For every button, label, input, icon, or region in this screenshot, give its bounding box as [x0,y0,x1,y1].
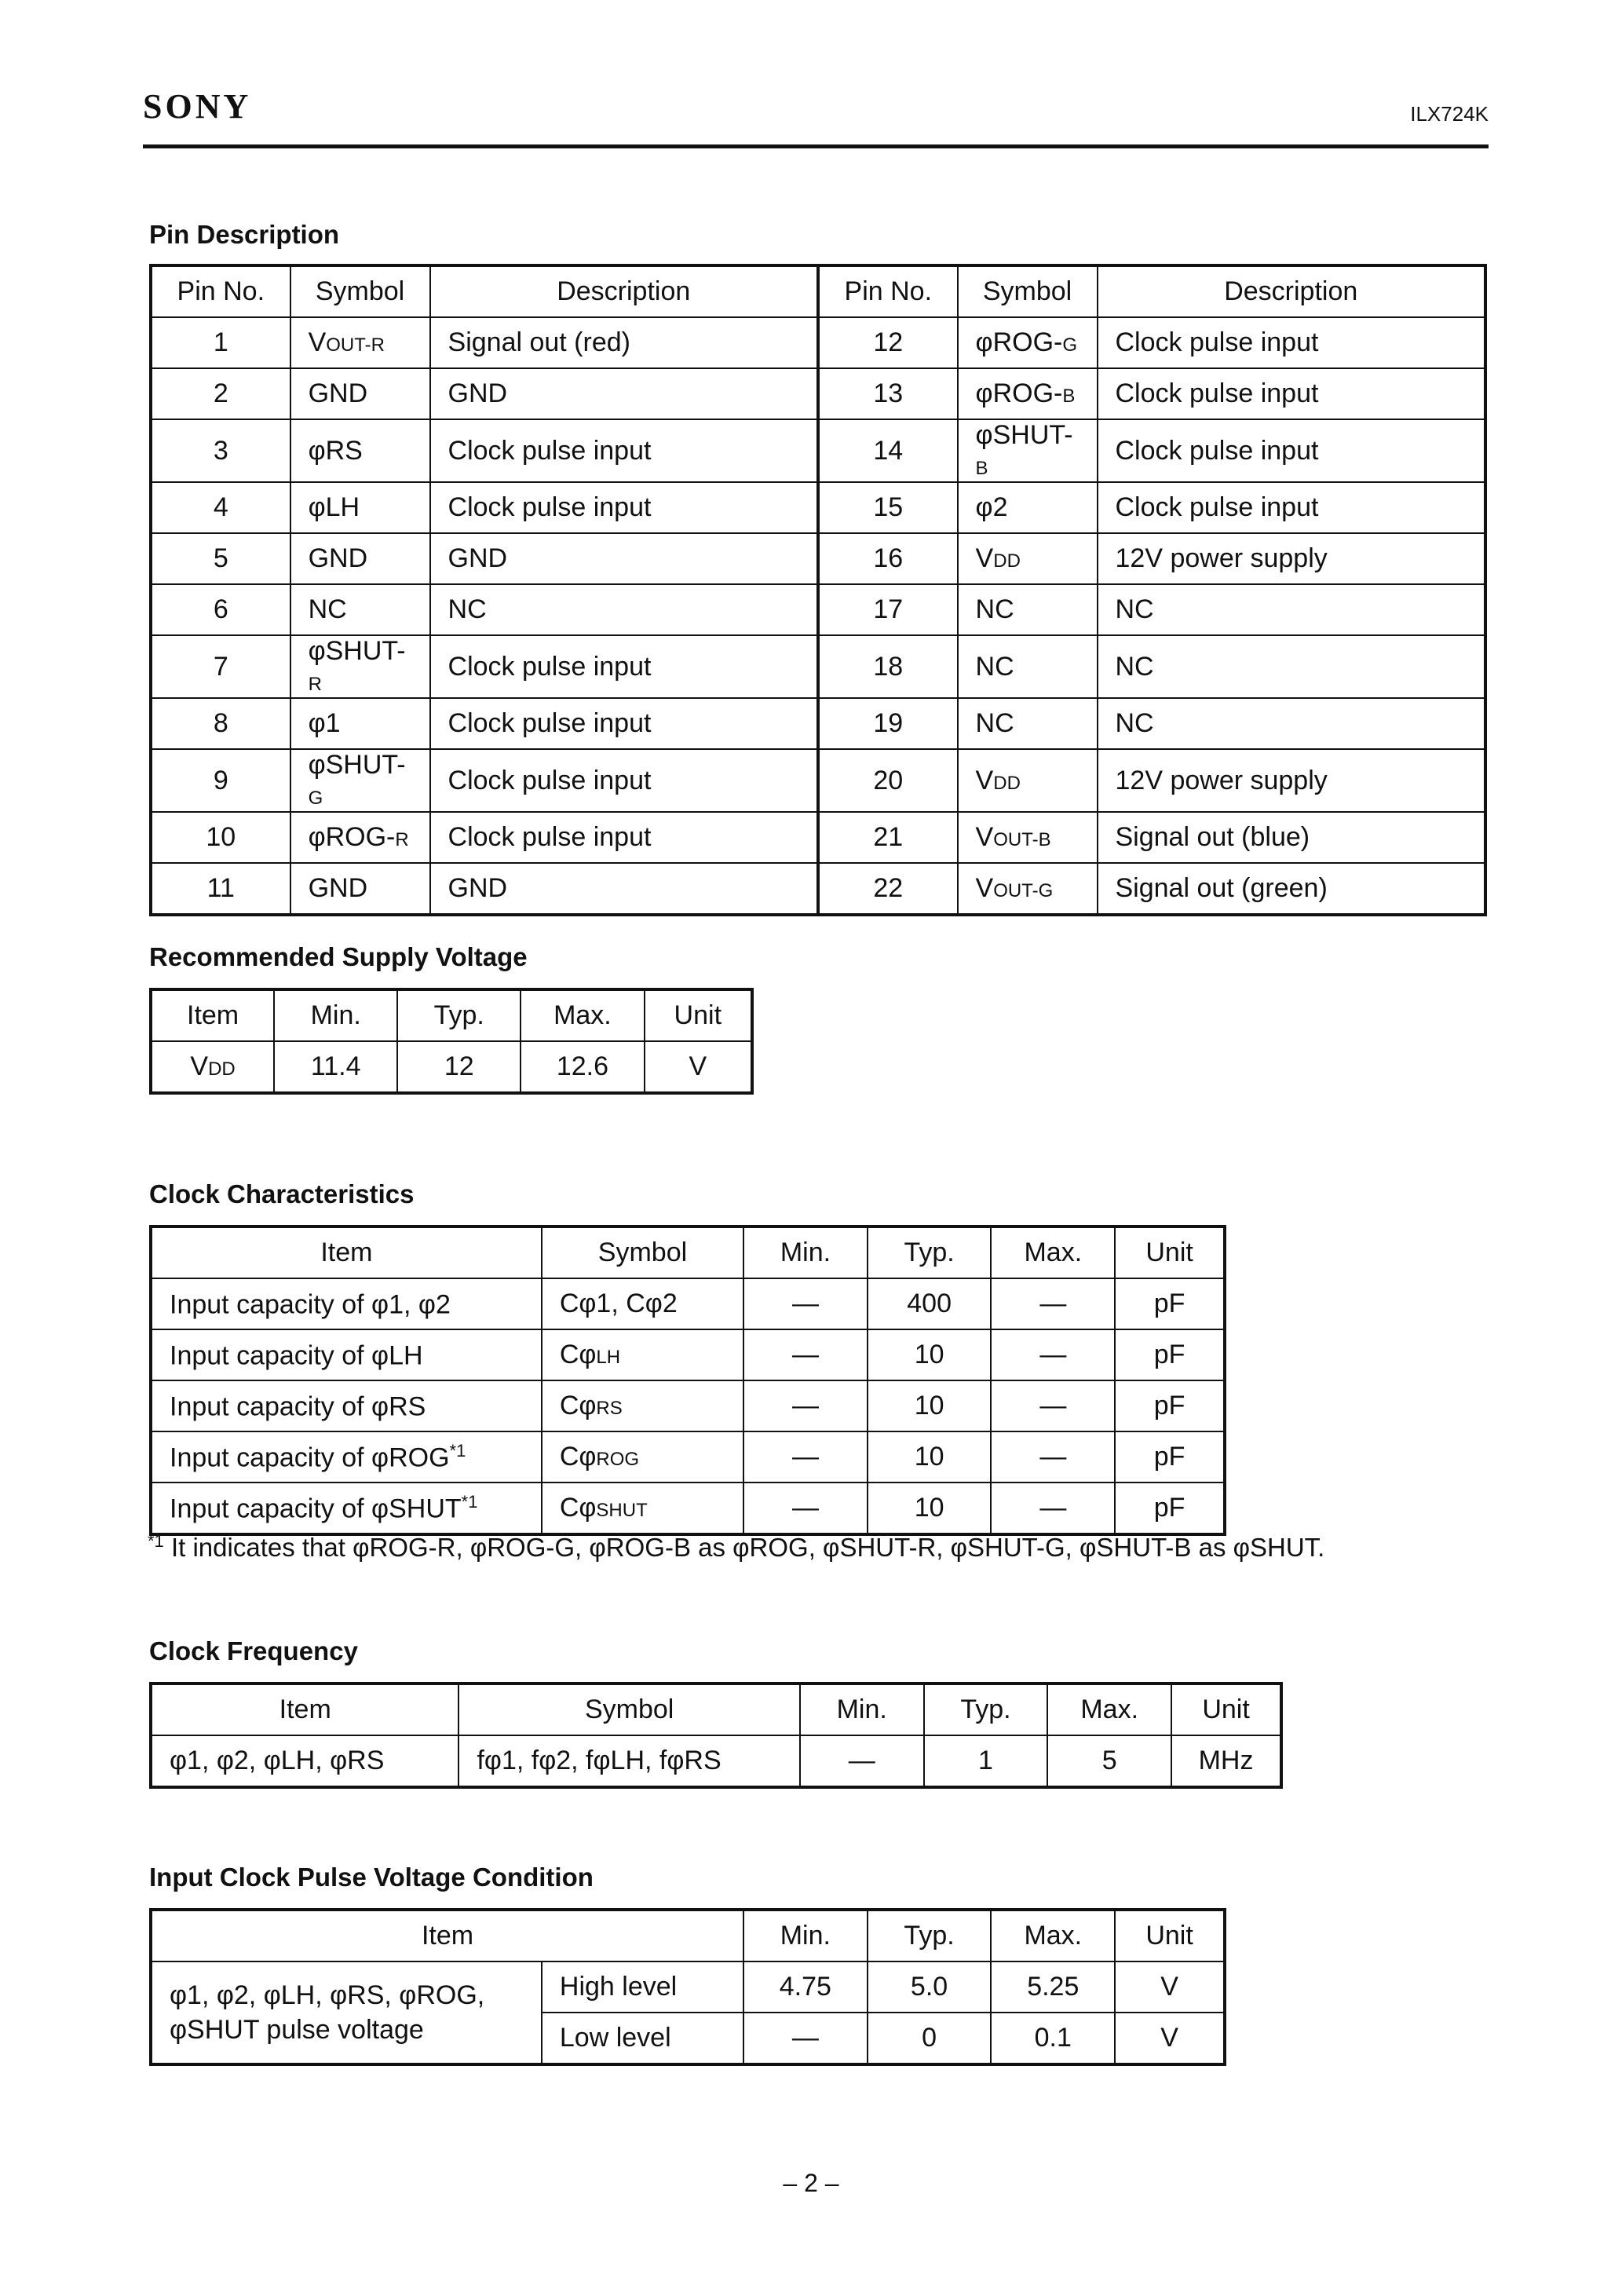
typ-cell: 1 [924,1735,1048,1787]
description-cell: NC [430,584,818,635]
unit-cell: pF [1115,1278,1225,1329]
description-cell: Clock pulse input [1098,368,1486,419]
description-cell: Clock pulse input [430,419,818,482]
column-header: Pin No. [818,265,958,317]
pin-number-cell: 4 [151,482,290,533]
item-line: φ1, φ2, φLH, φRS, φROG, [170,1980,485,2010]
pin-number-cell: 9 [151,749,290,812]
description-cell: NC [1098,635,1486,698]
symbol-cell: CφRS [542,1380,743,1431]
table-row [151,482,1485,533]
pin-number-cell: 5 [151,533,290,584]
column-header: Description [1098,265,1486,317]
pin-number-cell: 14 [818,419,958,482]
min-cell: — [743,1278,868,1329]
max-cell: — [991,1380,1115,1431]
min-cell: 4.75 [743,1961,868,2013]
min-cell: — [743,1380,868,1431]
typ-cell: 5.0 [868,1961,992,2013]
pin-number-cell: 19 [818,698,958,749]
pin-number-cell: 15 [818,482,958,533]
column-header: Max. [991,1227,1115,1278]
unit-cell: pF [1115,1380,1225,1431]
symbol-cell: φSHUT-G [290,749,430,812]
table-row [151,1380,1225,1431]
table-header-row [151,989,752,1041]
pin-number-cell: 16 [818,533,958,584]
unit-cell: pF [1115,1483,1225,1534]
item-cell: Input capacity of φSHUT$^{*1}$ [151,1483,542,1534]
symbol-cell: VOUT-B [958,812,1098,863]
symbol-cell: fφ1, fφ2, fφLH, fφRS [458,1735,799,1787]
supply-voltage-title: Recommended Supply Voltage [149,942,528,971]
footnote-mark: *1 [148,1531,164,1551]
table-row [151,1041,752,1093]
column-header: Symbol [958,265,1098,317]
typ-cell: 10 [868,1483,992,1534]
column-header: Typ. [868,1910,992,1961]
symbol-cell: NC [958,635,1098,698]
description-cell: GND [430,533,818,584]
symbol-cell: φSHUT-R [290,635,430,698]
pulse-voltage-table [149,1908,1226,2066]
max-cell: — [991,1278,1115,1329]
column-header: Max. [521,989,644,1041]
description-cell: GND [430,368,818,419]
table-row [151,1278,1225,1329]
column-header: Min. [800,1684,924,1735]
column-header: Max. [1047,1684,1171,1735]
max-cell: — [991,1431,1115,1483]
column-header: Unit [645,989,752,1041]
table-header-row [151,1684,1281,1735]
table-row [151,533,1485,584]
column-header: Description [430,265,818,317]
pin-number-cell: 6 [151,584,290,635]
item-line: φSHUT pulse voltage [170,2015,424,2045]
description-cell: Clock pulse input [1098,317,1486,368]
min-cell: — [743,1431,868,1483]
item-cell: φ1, φ2, φLH, φRS [151,1735,458,1787]
column-header: Item [151,1684,458,1735]
min-cell: 11.4 [274,1041,397,1093]
table-header-row [151,1227,1225,1278]
symbol-cell: φROG-B [958,368,1098,419]
column-header: Max. [991,1910,1115,1961]
document-id: ILX724K [1410,102,1489,126]
description-cell: Clock pulse input [1098,482,1486,533]
column-header: Typ. [397,989,521,1041]
description-cell: 12V power supply [1098,749,1486,812]
pin-number-cell: 20 [818,749,958,812]
min-cell: — [743,1483,868,1534]
pin-number-cell: 11 [151,863,290,915]
unit-cell: pF [1115,1329,1225,1380]
description-cell: Signal out (red) [430,317,818,368]
pin-number-cell: 2 [151,368,290,419]
pin-number-cell: 22 [818,863,958,915]
typ-cell: 10 [868,1329,992,1380]
table-row [151,635,1485,698]
column-header: Unit [1115,1227,1225,1278]
max-cell: — [991,1483,1115,1534]
column-header: Unit [1115,1910,1225,1961]
description-cell: NC [1098,698,1486,749]
symbol-cell: CφROG [542,1431,743,1483]
description-cell: Clock pulse input [430,812,818,863]
item-cell: VDD [151,1041,274,1093]
table-row [151,1735,1281,1787]
item-cell: Input capacity of φROG$^{*1}$ [151,1431,542,1483]
table-row [151,317,1485,368]
min-cell: — [743,1329,868,1380]
table-row [151,1329,1225,1380]
table-row [151,749,1485,812]
column-header: Item [151,1910,743,1961]
description-cell: 12V power supply [1098,533,1486,584]
symbol-cell: NC [958,584,1098,635]
symbol-cell: NC [290,584,430,635]
pulse-voltage-title: Input Clock Pulse Voltage Condition [149,1863,594,1892]
column-header: Min. [743,1910,868,1961]
item-cell [151,1961,542,2064]
column-header: Symbol [542,1227,743,1278]
symbol-cell: GND [290,533,430,584]
level-cell: High level [542,1961,743,2013]
unit-cell: MHz [1171,1735,1281,1787]
column-header: Min. [274,989,397,1041]
table-header-row [151,265,1485,317]
symbol-cell: φSHUT-B [958,419,1098,482]
column-header: Typ. [924,1684,1048,1735]
pin-number-cell: 18 [818,635,958,698]
column-header: Item [151,989,274,1041]
clock-frequency-title: Clock Frequency [149,1636,358,1665]
max-cell: 12.6 [521,1041,644,1093]
description-cell: Clock pulse input [430,698,818,749]
table-row [151,1431,1225,1483]
symbol-cell: φROG-R [290,812,430,863]
symbol-cell: Cφ1, Cφ2 [542,1278,743,1329]
typ-cell: 10 [868,1431,992,1483]
max-cell: — [991,1329,1115,1380]
supply-voltage-table [149,988,754,1095]
pin-number-cell: 12 [818,317,958,368]
unit-cell: V [1115,2013,1225,2064]
description-cell: Signal out (green) [1098,863,1486,915]
pin-number-cell: 8 [151,698,290,749]
description-cell: Signal out (blue) [1098,812,1486,863]
max-cell: 5 [1047,1735,1171,1787]
symbol-cell: GND [290,368,430,419]
table-header-row [151,1910,1225,1961]
column-header: Unit [1171,1684,1281,1735]
symbol-cell: GND [290,863,430,915]
symbol-cell: CφSHUT [542,1483,743,1534]
description-cell: Clock pulse input [1098,419,1486,482]
typ-cell: 400 [868,1278,992,1329]
description-cell: Clock pulse input [430,749,818,812]
item-cell: Input capacity of φRS [151,1380,542,1431]
min-cell: — [743,2013,868,2064]
clock-frequency-table [149,1682,1283,1789]
symbol-cell: φRS [290,419,430,482]
symbol-cell: VDD [958,749,1098,812]
pin-number-cell: 1 [151,317,290,368]
description-cell: Clock pulse input [430,482,818,533]
item-cell: Input capacity of φ1, φ2 [151,1278,542,1329]
typ-cell: 12 [397,1041,521,1093]
brand-logo: SONY [143,87,252,126]
description-cell: Clock pulse input [430,635,818,698]
table-row [151,863,1485,915]
footnote [148,1531,1324,1563]
symbol-cell: VOUT-R [290,317,430,368]
footnote-text: It indicates that φROG-R, φROG-G, φROG-B as φROG, φSHUT-R, φSHUT-G, φSHUT-B as φSHUT. [170,1533,1325,1562]
column-header: Pin No. [151,265,290,317]
unit-cell: V [645,1041,752,1093]
symbol-cell: VOUT-G [958,863,1098,915]
table-row [151,1483,1225,1534]
header-rule [143,144,1489,148]
table-row [151,419,1485,482]
min-cell: — [800,1735,924,1787]
max-cell: 0.1 [991,2013,1115,2064]
clock-characteristics-title: Clock Characteristics [149,1179,415,1208]
symbol-cell: CφLH [542,1329,743,1380]
description-cell: NC [1098,584,1486,635]
table-row [151,1961,1225,2013]
pin-number-cell: 21 [818,812,958,863]
pin-number-cell: 13 [818,368,958,419]
symbol-cell: VDD [958,533,1098,584]
table-row [151,368,1485,419]
clock-characteristics-table [149,1225,1226,1536]
column-header: Item [151,1227,542,1278]
table-row [151,584,1485,635]
page-number: – 2 – [783,2169,839,2197]
typ-cell: 0 [868,2013,992,2064]
pin-number-cell: 17 [818,584,958,635]
unit-cell: V [1115,1961,1225,2013]
level-cell: Low level [542,2013,743,2064]
symbol-cell: NC [958,698,1098,749]
table-row [151,812,1485,863]
pin-description-title: Pin Description [149,220,340,249]
unit-cell: pF [1115,1431,1225,1483]
symbol-cell: φ2 [958,482,1098,533]
table-row [151,698,1485,749]
pin-description-table [149,264,1487,916]
item-cell: Input capacity of φLH [151,1329,542,1380]
column-header: Symbol [458,1684,799,1735]
symbol-cell: φ1 [290,698,430,749]
pin-number-cell: 10 [151,812,290,863]
column-header: Typ. [868,1227,992,1278]
column-header: Min. [743,1227,868,1278]
typ-cell: 10 [868,1380,992,1431]
description-cell: GND [430,863,818,915]
symbol-cell: φLH [290,482,430,533]
max-cell: 5.25 [991,1961,1115,2013]
pin-number-cell: 7 [151,635,290,698]
pin-number-cell: 3 [151,419,290,482]
column-header: Symbol [290,265,430,317]
symbol-cell: φROG-G [958,317,1098,368]
